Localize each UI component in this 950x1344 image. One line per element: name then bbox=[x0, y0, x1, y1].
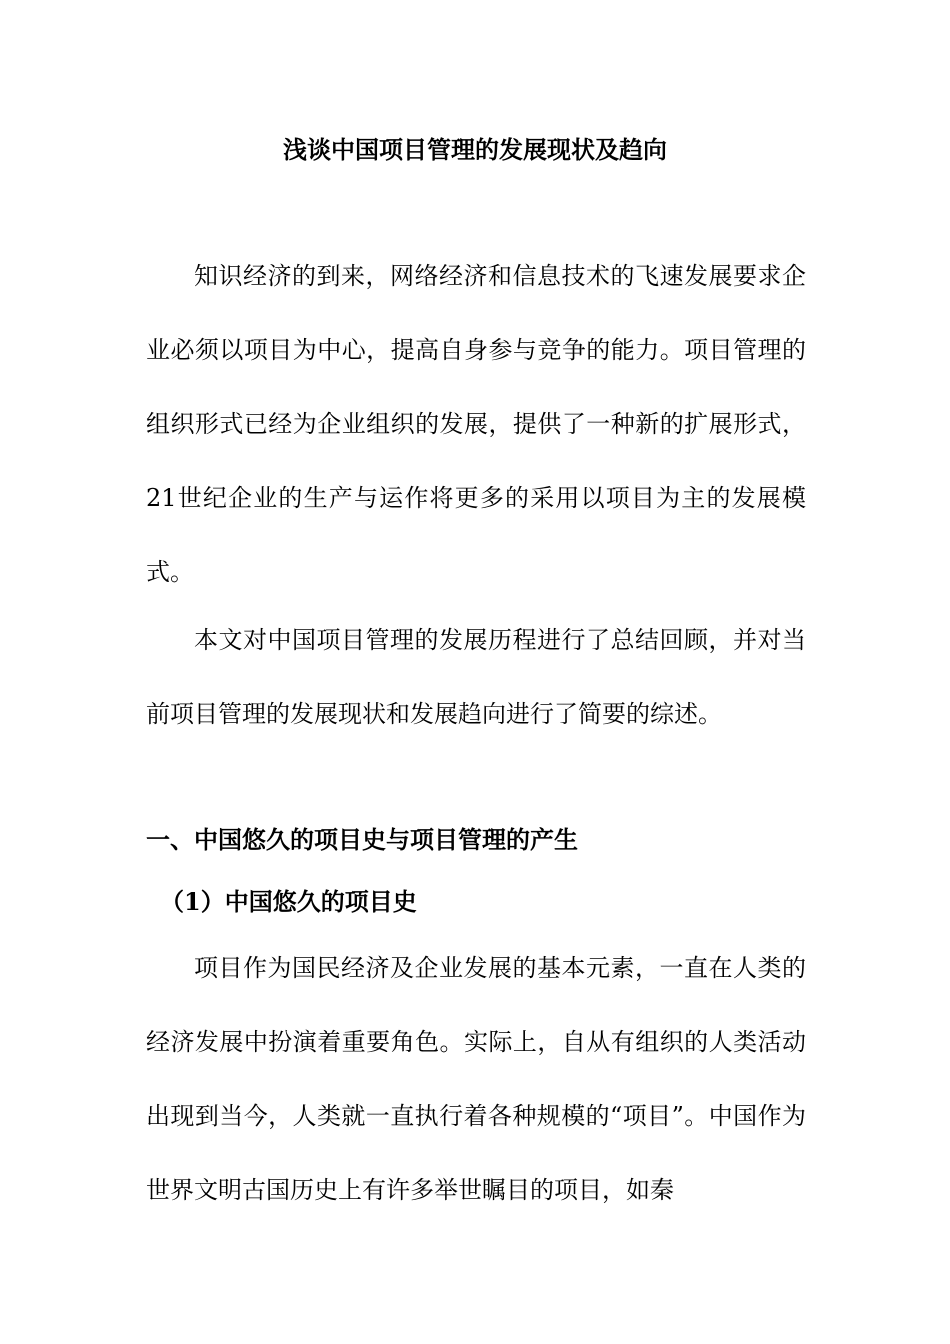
section-subheading: （1）中国悠久的项目史 bbox=[160, 887, 417, 916]
intro-paragraph: 知识经济的到来，网络经济和信息技术的飞速发展要求企业必须以项目为中心，提高自身参与竞争的能力。项目管理的组织形式已经为企业组织的发展，提供了一种新的扩展形式，21世纪企业的生产与运作将更多的采用以项目为主的发展模式。 bbox=[146, 262, 806, 586]
summary-paragraph: 本文对中国项目管理的发展历程进行了总结回顾，并对当前项目管理的发展现状和发展趋向进行了简要的综述。 bbox=[146, 626, 806, 728]
section-paragraph: 项目作为国民经济及企业发展的基本元素，一直在人类的经济发展中扮演着重要角色。实际上，自从有组织的人类活动出现到当今，人类就一直执行着各种规模的“项目”。中国作为世界文明古国历史上有许多举世瞩目的项目，如秦 bbox=[146, 954, 806, 1204]
section-heading: 一、中国悠久的项目史与项目管理的产生 bbox=[146, 825, 578, 854]
document-title: 浅谈中国项目管理的发展现状及趋向 bbox=[283, 135, 667, 164]
